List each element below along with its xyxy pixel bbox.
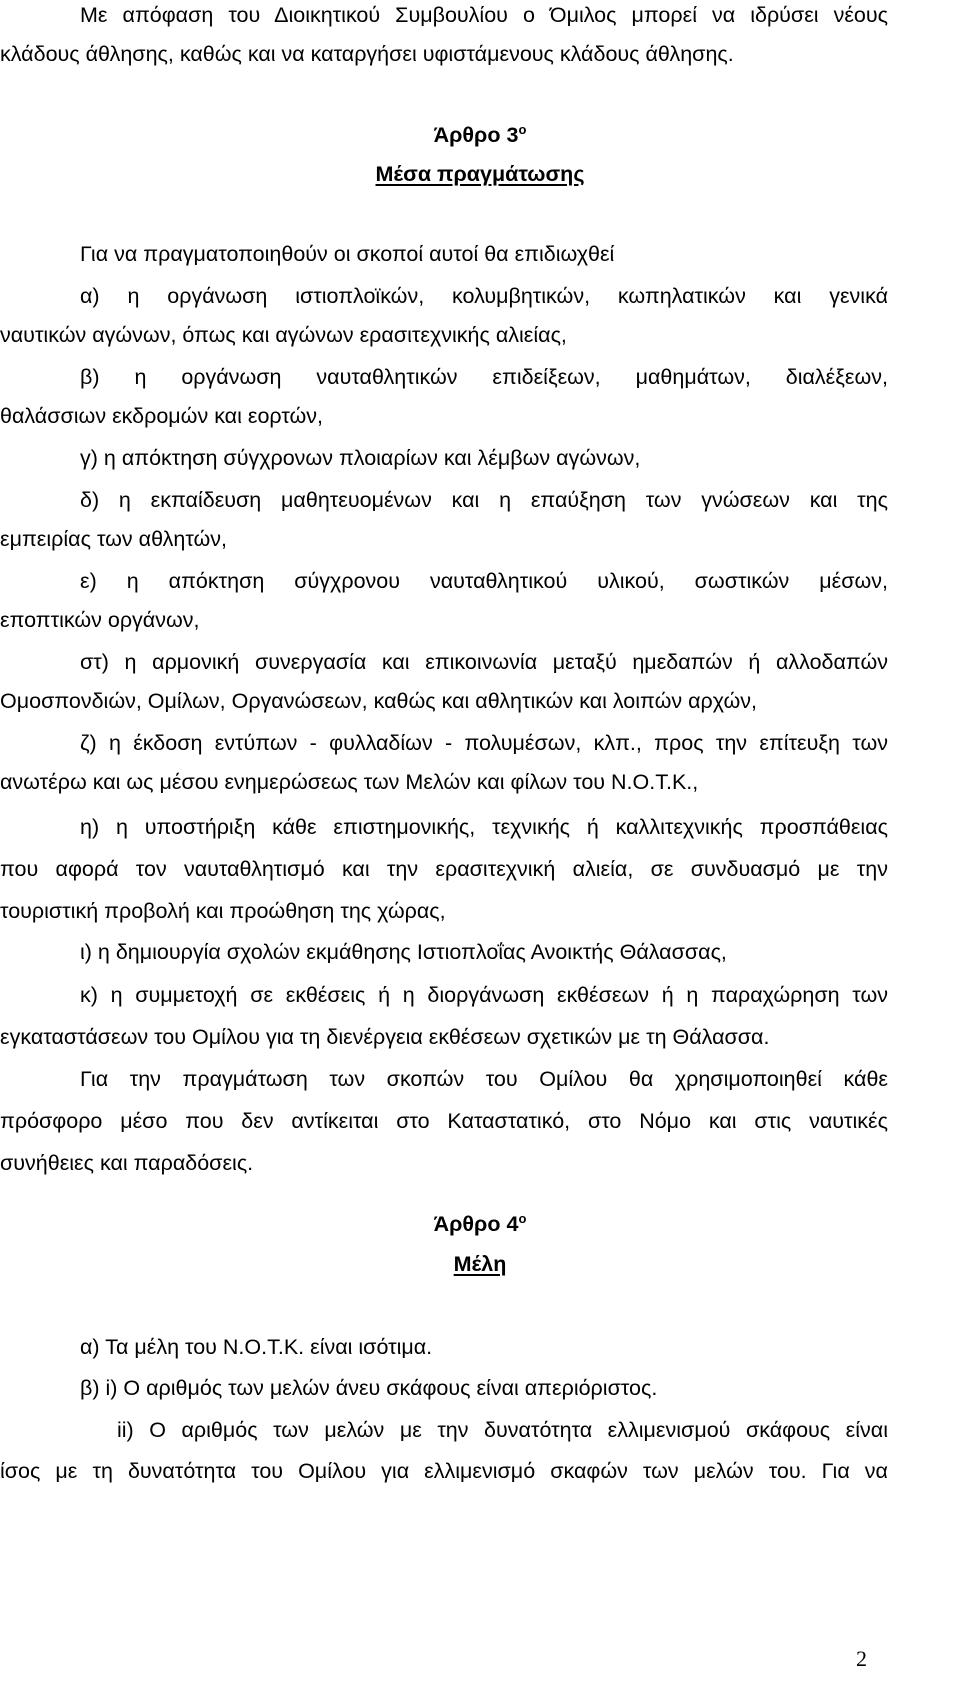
members-item-b-ii-line-2: ίσος με τη δυνατότητα του Ομίλου για ελλιμενισμό σκαφών των μελών του. Για να bbox=[0, 1459, 888, 1483]
article-4-subtitle: Μέλη bbox=[453, 1252, 507, 1276]
list-item-k-line-2: εγκαταστάσεων του Ομίλου για τη διενέργεια εκθέσεων σχετικών με τη Θάλασσα. bbox=[0, 1025, 770, 1049]
list-item-z-line-2: ανωτέρω και ως μέσου ενημερώσεως των Μελών και φίλων του Ν.Ο.Τ.Κ., bbox=[0, 770, 699, 794]
article-3-subtitle: Μέσα πραγμάτωσης bbox=[375, 162, 585, 186]
list-item-c: γ) η απόκτηση σύγχρονων πλοιαρίων και λέμβων αγώνων, bbox=[80, 446, 641, 470]
list-item-a-line-1: α) η οργάνωση ιστιοπλοϊκών, κολυμβητικών, κωπηλατικών και γενικά bbox=[80, 284, 888, 308]
intro-line-2: κλάδους άθλησης, καθώς και να καταργήσει υφιστάμενους κλάδους άθλησης. bbox=[0, 42, 734, 66]
list-item-i-line-1: η) η υποστήριξη κάθε επιστημονικής, τεχνικής ή καλλιτεχνικής προσπάθειας bbox=[80, 815, 888, 839]
list-item-k-line-1: κ) η συμμετοχή σε εκθέσεις ή η διοργάνωση εκθέσεων ή η παραχώρηση των bbox=[80, 983, 888, 1007]
list-item-a-line-2: ναυτικών αγώνων, όπως και αγώνων ερασιτεχνικής αλιείας, bbox=[0, 323, 567, 347]
article-3-heading: Άρθρο $3^o$ bbox=[433, 122, 527, 147]
members-item-a: α) Τα μέλη του Ν.Ο.Τ.Κ. είναι ισότιμα. bbox=[80, 1335, 433, 1359]
list-item-st-line-2: Ομοσπονδιών, Ομίλων, Οργανώσεων, καθώς και αθλητικών και λοιπών αρχών, bbox=[0, 689, 757, 713]
list-item-d-line-2: εμπειρίας των αθλητών, bbox=[0, 527, 228, 551]
list-item-st-line-1: στ) η αρμονική συνεργασία και επικοινωνία μεταξύ ημεδαπών ή αλλοδαπών bbox=[80, 650, 888, 674]
list-item-d-line-1: δ) η εκπαίδευση μαθητευομένων και η επαύξηση των γνώσεων και της bbox=[80, 488, 888, 512]
members-item-b-i: β) i) Ο αριθμός των μελών άνευ σκάφους είναι απεριόριστος. bbox=[80, 1376, 658, 1400]
closing-paragraph-line-3: συνήθειες και παραδόσεις. bbox=[0, 1151, 254, 1175]
intro-line-1: Με απόφαση του Διοικητικού Συμβουλίου ο Όμιλος μπορεί να ιδρύσει νέους bbox=[80, 3, 888, 27]
article-4-heading: Άρθρο $4^o$ bbox=[433, 1211, 527, 1236]
list-item-e-line-1: ε) η απόκτηση σύγχρονου ναυταθλητικού υλικού, σωστικών μέσων, bbox=[80, 569, 888, 593]
list-item-i-line-3: τουριστική προβολή και προώθηση της χώρας, bbox=[0, 899, 446, 923]
list-item-z-line-1: ζ) η έκδοση εντύπων - φυλλαδίων - πολυμέσων, κλπ., προς την επίτευξη των bbox=[80, 731, 888, 755]
closing-paragraph-line-1: Για την πραγμάτωση των σκοπών του Ομίλου θα χρησιμοποιηθεί κάθε bbox=[80, 1067, 888, 1091]
list-item-iota: ι) η δημιουργία σχολών εκμάθησης Ιστιοπλοΐας Ανοικτής Θάλασσας, bbox=[80, 940, 727, 964]
list-item-b-line-1: β) η οργάνωση ναυταθλητικών επιδείξεων, μαθημάτων, διαλέξεων, bbox=[80, 365, 888, 389]
page-number: 2 bbox=[856, 1646, 867, 1671]
list-item-b-line-2: θαλάσσιων εκδρομών και εορτών, bbox=[0, 404, 324, 428]
closing-paragraph-line-2: πρόσφορο μέσο που δεν αντίκειται στο Καταστατικό, στο Νόμο και στις ναυτικές bbox=[0, 1109, 888, 1133]
list-item-i-line-2: που αφορά τον ναυταθλητισμό και την ερασιτεχνική αλιεία, σε συνδυασμό με την bbox=[0, 857, 888, 881]
members-item-b-ii-line-1: ii) Ο αριθμός των μελών με την δυνατότητα ελλιμενισμού σκάφους είναι bbox=[117, 1418, 888, 1442]
article-3-lead: Για να πραγματοποιηθούν οι σκοποί αυτοί θα επιδιωχθεί bbox=[80, 242, 615, 266]
list-item-e-line-2: εποπτικών οργάνων, bbox=[0, 608, 200, 632]
